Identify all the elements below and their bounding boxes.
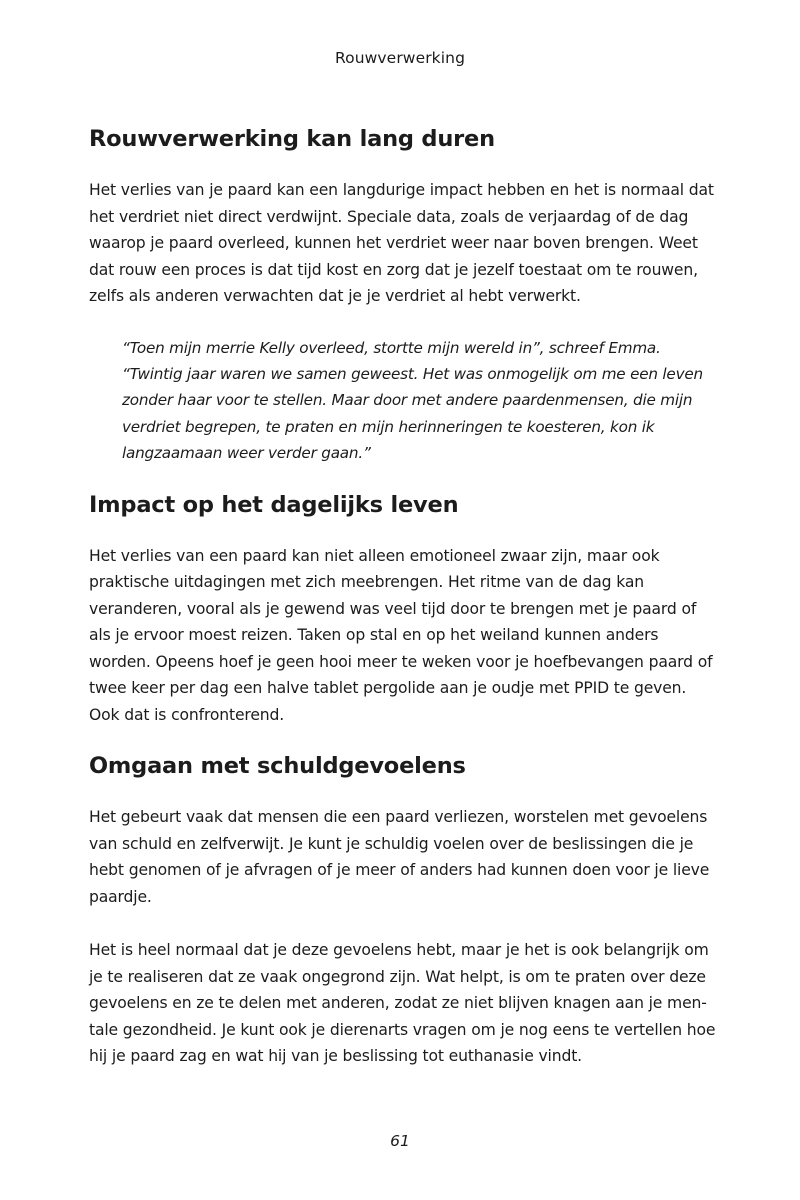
running-head: Rouwverwerking [334,49,466,67]
page-number: 61 [390,1132,410,1150]
section-rouwverwerking [89,119,717,467]
section-impact [89,485,717,729]
page-content [89,119,717,1070]
section-schuldgevoelens [89,746,717,1070]
body-paragraph: Het is heel normaal dat je deze gevoelens hebt, maar je het is ook belangrijk om je te realiseren dat ze vaak ongegrond zijn. Wat helpt, is om te praten over deze gevoelens en ze te delen met anderen, zodat ze niet blijven knagen aan je mentale gezondheid. Je kunt ook je dierenarts vragen om je nog eens te vertellen hoe hij je paard zag en wat hij van je beslissing tot euthanasie vindt. [89,941,716,1066]
body-paragraph: Het gebeurt vaak dat mensen die een paard verliezen, worstelen met gevoelens van schuld en zelfverwijt. Je kunt je schuldig voelen over de beslissingen die je hebt genomen of je afvragen of je meer of anders had kunnen doen voor je lieve paardje. [89,808,710,906]
section-heading: Rouwverwerking kan lang duren [89,126,495,152]
section-heading: Impact op het dagelijks leven [89,491,459,518]
body-paragraph: Het verlies van een paard kan niet alleen emotioneel zwaar zijn, maar ook praktische uitdagingen met zich meebrengen. Het ritme van de dag kan veranderen, vooral als je gewend was veel tijd door te brengen met je paard of als je ervoor moest reizen. Taken op stal en op het weiland kunnen anders worden. Opeens hoef je geen hooi meer te weken voor je hoefbevangen paard of twee keer per dag een halve tablet pergolide aan je oudje met PPID te geven. Ook dat is confronterend. [89,546,713,724]
section-heading: Omgaan met schuldgevoelens [89,753,466,780]
body-paragraph: Het verlies van je paard kan een langdurige impact hebben en het is normaal dat het verdriet niet direct verdwijnt. Speciale data, zoals de verjaardag of de dag waarop je paard overleed, kunnen het verdriet weer naar boven brengen. Weet dat rouw een proces is dat tijd kost en zorg dat je jezelf toestaat om te rouwen, zelfs als anderen verwachten dat je je verdriet al hebt verwerkt. [89,181,714,305]
testimonial-quote: “Toen mijn merrie Kelly overleed, stortte mijn wereld in”, schreef Emma. “Twintig jaar waren we samen geweest. Het was onmogelijk om me een leven zonder haar voor te stellen. Maar door met andere paardenmensen, die mijn verdriet begrepen, te praten en mijn herinneringen te koesteren, kon ik langzaamaan weer verder gaan.” [122,338,703,463]
